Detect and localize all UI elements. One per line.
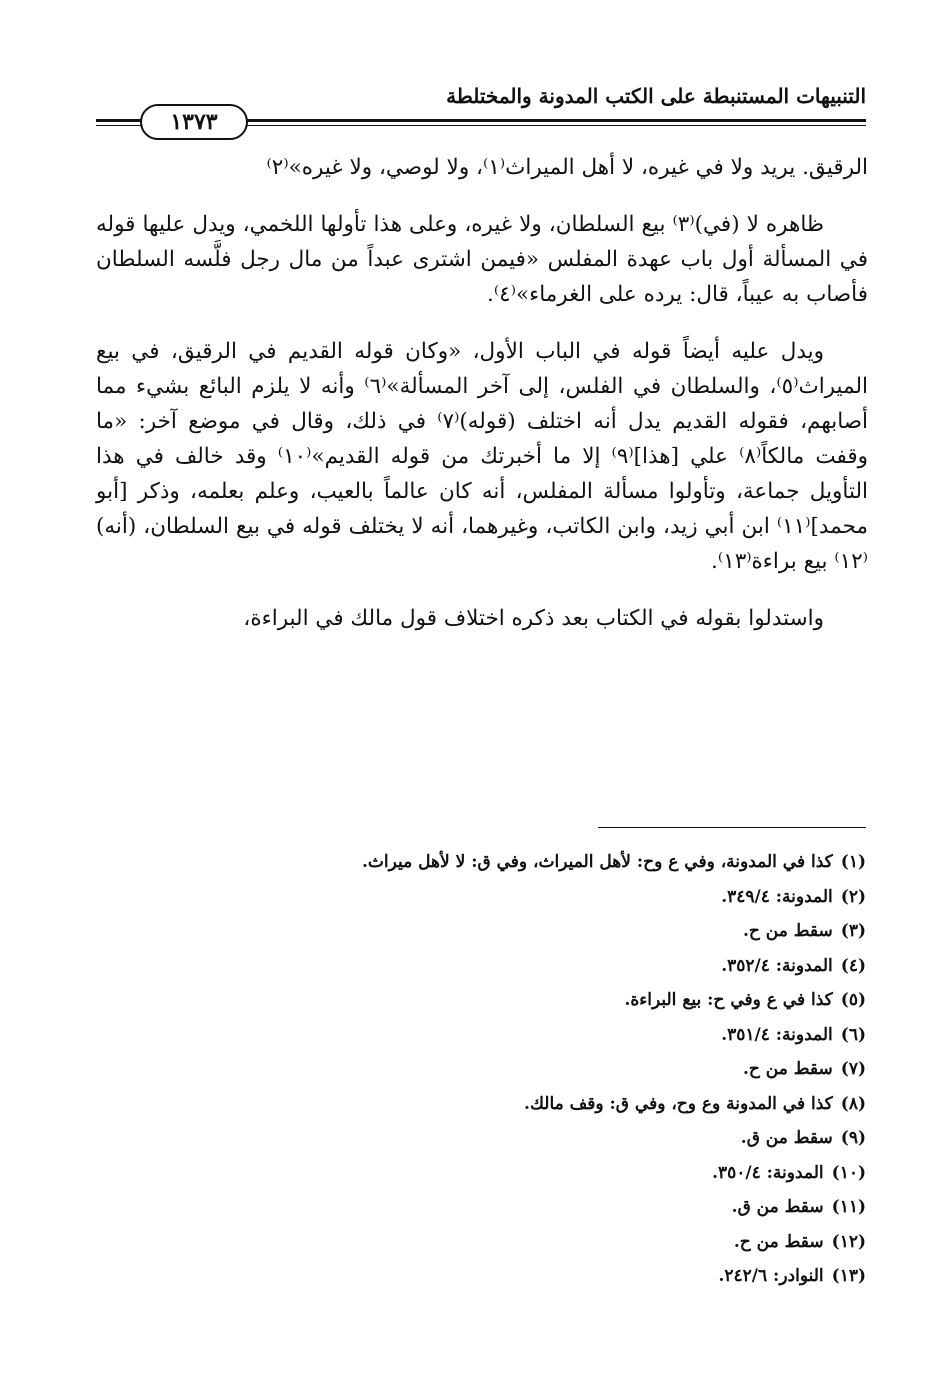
footnotes-list bbox=[96, 845, 866, 1294]
footnote-item bbox=[96, 1087, 866, 1122]
footnote-text: سقط من ح. bbox=[733, 1231, 824, 1252]
footnote-item bbox=[96, 949, 866, 984]
footnote-text: سقط من ق. bbox=[731, 1197, 824, 1217]
footnote-text: سقط من ح. bbox=[743, 921, 833, 941]
paragraph: واستدلوا بقوله في الكتاب بعد ذكره اختلاف قول مالك في البراءة، bbox=[243, 606, 824, 631]
footnote-text: المدونة: ٣٥١/٤. bbox=[721, 1024, 833, 1045]
footnote-item bbox=[96, 1225, 866, 1260]
footnote-number: (١) bbox=[840, 852, 866, 872]
footnote-number: (٦) bbox=[840, 1024, 866, 1045]
footnote-number: (١٢) bbox=[831, 1231, 866, 1252]
footnote-number: (٧) bbox=[840, 1059, 866, 1079]
footnote-number: (٩) bbox=[840, 1128, 866, 1148]
footnote-text: المدونة: ٣٤٩/٤. bbox=[721, 886, 833, 907]
page-number: ١٣٧٣ bbox=[140, 104, 248, 140]
footnote-number: (٢) bbox=[840, 886, 866, 907]
footnote-item bbox=[96, 1052, 866, 1087]
footnote-item bbox=[96, 1190, 866, 1225]
footnote-separator bbox=[598, 827, 866, 828]
footnote-item bbox=[96, 914, 866, 949]
footnote-item bbox=[96, 1156, 866, 1191]
footnote-number: (٤) bbox=[840, 955, 866, 976]
running-title: التنبيهات المستنبطة على الكتب المدونة والمختلطة bbox=[446, 84, 866, 108]
page-header bbox=[96, 78, 866, 138]
paragraph: ظاهره لا (في)⁽٣⁾ بيع السلطان، ولا غيره، وعلى هذا تأولها اللخمي، ويدل عليها قوله في المسألة أول باب عهدة المفلس «فيمن اشترى عبداً من مال رجل فلَّسه السلطان فأصاب به عيباً، قال: يرده على الغرماء»⁽٤⁾. bbox=[96, 212, 868, 307]
footnote-text: سقط من ح. bbox=[743, 1059, 833, 1079]
footnote-text: المدونة: ٣٥٠/٤. bbox=[712, 1162, 824, 1183]
paragraph-continuation: الرقيق. يريد ولا في غيره، لا أهل الميراث⁽١⁾، ولا لوصي، ولا غيره»⁽٢⁾ bbox=[266, 155, 868, 180]
footnote-item bbox=[96, 880, 866, 915]
footnote-number: (٣) bbox=[840, 921, 866, 941]
footnote-item bbox=[96, 1018, 866, 1053]
footnote-text: كذا في ع وفي ح: بيع البراءة. bbox=[624, 990, 833, 1010]
footnote-item bbox=[96, 1259, 866, 1294]
footnote-item bbox=[96, 983, 866, 1018]
footnote-text: سقط من ق. bbox=[740, 1128, 833, 1148]
footnote-number: (٥) bbox=[840, 990, 866, 1010]
footnote-text: كذا في المدونة وع وح، وفي ق: وقف مالك. bbox=[524, 1093, 833, 1114]
footnote-number: (١١) bbox=[831, 1197, 866, 1217]
paragraph: ويدل عليه أيضاً قوله في الباب الأول، «وكان قوله القديم في الرقيق، في بيع الميراث⁽٥⁾، والسلطان في الفلس، إلى آخر المسألة»⁽٦⁾ وأنه لا يلزم البائع بشيء مما أصابهم، فقوله القديم يدل أنه اختلف (قوله)⁽٧⁾ في ذلك، وقال في موضع آخر: «ما وقفت مالكاً⁽٨⁾ علي [هذا]⁽٩⁾ إلا ما أخبرتك من قوله القديم»⁽١٠⁾ وقد خالف في هذا التأويل جماعة، وتأولوا مسألة المفلس، أنه كان عالماً بالعيب، وعلم بعلمه، وذكر [أبو محمد]⁽١١⁾ ابن أبي زيد، وابن الكاتب، وغيرهما، أنه لا يختلف قوله في بيع السلطان، (أنه)⁽١٢⁾ بيع براءة⁽١٣⁾. bbox=[96, 339, 869, 574]
main-text bbox=[96, 150, 868, 658]
footnote-text: النوادر: ٢٤٢/٦. bbox=[718, 1266, 824, 1286]
footnote-number: (١٠) bbox=[831, 1162, 866, 1183]
footnote-item bbox=[96, 1121, 866, 1156]
footnote-text: المدونة: ٣٥٢/٤. bbox=[721, 955, 833, 976]
footnote-number: (٨) bbox=[840, 1093, 866, 1114]
footnote-number: (١٣) bbox=[831, 1266, 866, 1286]
footnote-item bbox=[96, 845, 866, 880]
footnote-text: كذا في المدونة، وفي ع وح: لأهل الميراث، وفي ق: لا لأهل ميراث. bbox=[361, 852, 833, 872]
